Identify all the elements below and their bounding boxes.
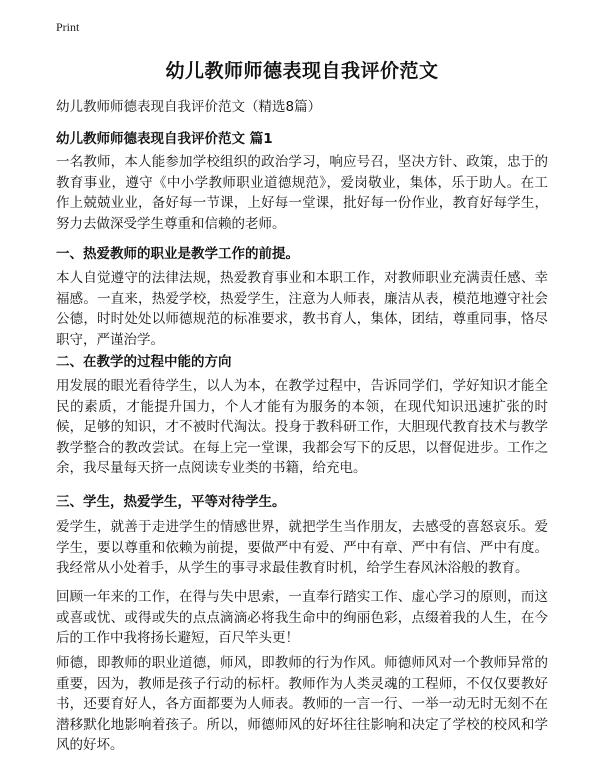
paragraph-section-2: 用发展的眼光看待学生，以人为本，在教学过程中，告诉同学们，学好知识才能全民的素质，才能提升国力，个人才能有为服务的本领，在现代知识迅速扩张的时候，足够的知识，才不被时代淘汰。投身于教科研工作，大胆现代教育技术与教学教学整合的教改尝试。在每上完一堂课，我都会写下的反思，以督促进步。工作之余，我尽量每天挤一点阅读专业类的书籍，给充电。 bbox=[56, 378, 548, 476]
paragraph-intro: 一名教师，本人能参加学校组织的政治学习，响应号召，坚决方针、政策，忠于的教育事业，遵守《中小学教师职业道德规范》，爱岗敬业，集体，乐于助人。在工作上兢兢业业，备好每一节课，上好每一堂课，批好每一份作业，教育好每学生，努力去做深受学生尊重和信赖的老师。 bbox=[56, 154, 548, 232]
article-heading: 幼儿教师师德表现自我评价范文 篇1 bbox=[56, 131, 273, 147]
document-subtitle: 幼儿教师师德表现自我评价范文（精选8篇） bbox=[56, 99, 322, 115]
print-link[interactable]: Print bbox=[56, 20, 80, 34]
paragraph-section-3: 爱学生，就善于走进学生的情感世界，就把学生当作朋友，去感受的喜怒哀乐。爱学生，要以尊重和依赖为前提，要做严中有爱、严中有章、严中有信、严中有度。我经常从小处着手，从学生的事寻求最佳教育时机，给学生春风沐浴般的教育。 bbox=[56, 519, 548, 576]
document-title: 幼儿教师师德表现自我评价范文 bbox=[165, 60, 439, 82]
paragraph-ethics: 师德，即教师的职业道德，师风，即教师的行为作风。师德师风对一个教师异常的重要，因为，教师是孩子行动的标杆。教师作为人类灵魂的工程师，不仅仅要教好书，还要育好人，各方面都要为人师表。教师的一言一行、一举一动无时无刻不在潜移默化地影响着孩子。所以，师德师风的好坏往往影响和决定了学校的校风和学风的好坏。 bbox=[56, 655, 548, 753]
section-heading-2: 二、在教学的过程中能的方向 bbox=[56, 354, 232, 370]
paragraph-review: 回顾一年来的工作，在得与失中思索，一直奉行踏实工作、虚心学习的原则，而这或喜或忧、或得或失的点点滴滴必将我生命中的绚丽色彩，点缀着我的人生，在今后的工作中我将扬长避短，百尺竿头更！ bbox=[56, 589, 548, 646]
section-heading-3: 三、学生，热爱学生，平等对待学生。 bbox=[56, 494, 286, 510]
section-heading-1: 一、热爱教师的职业是教学工作的前提。 bbox=[56, 246, 299, 262]
paragraph-section-1: 本人自觉遵守的法律法规，热爱教育事业和本职工作，对教师职业充满责任感、幸福感。一直来，热爱学校，热爱学生，注意为人师表，廉洁从表，模范地遵守社会公德，时时处处以师德规范的标准要求，教书育人，集体，团结，尊重同事，恪尽职守，严谨治学。 bbox=[56, 270, 548, 348]
